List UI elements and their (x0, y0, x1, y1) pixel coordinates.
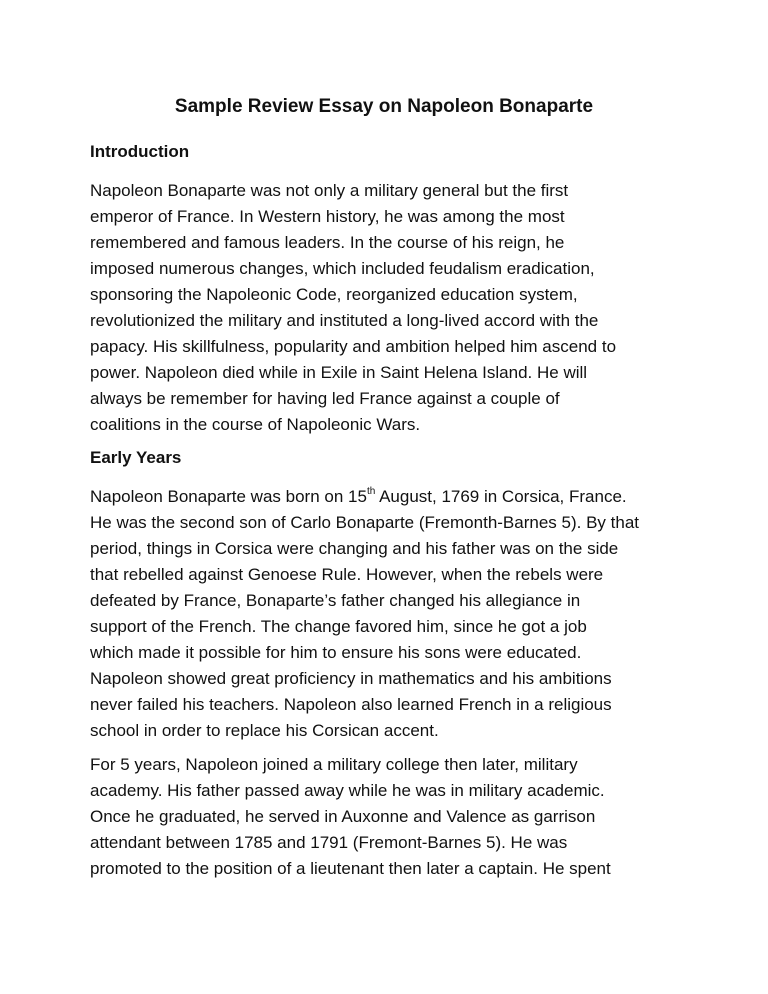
text-line: school in order to replace his Corsican accent. (90, 721, 439, 740)
text-line: remembered and famous leaders. In the course of his reign, he (90, 233, 565, 252)
text-line: never failed his teachers. Napoleon also learned French in a religious (90, 695, 612, 714)
superscript: th (366, 486, 376, 497)
text-run: Napoleon Bonaparte was born on 15 (90, 487, 367, 506)
text-line: papacy. His skillfulness, popularity and ambition helped him ascend to (90, 337, 617, 356)
text-line: which made it possible for him to ensure his sons were educated. (90, 643, 582, 662)
text-line: power. Napoleon died while in Exile in Saint Helena Island. He will (90, 363, 588, 382)
text-line: academy. His father passed away while he was in military academic. (90, 781, 605, 800)
text-line: Napoleon Bonaparte was not only a military general but the first (90, 181, 569, 200)
text-line: coalitions in the course of Napoleonic Wars. (90, 415, 421, 434)
paragraph-introduction (90, 178, 730, 438)
document-title: Sample Review Essay on Napoleon Bonaparte (174, 96, 594, 117)
text-line: support of the French. The change favored him, since he got a job (90, 617, 587, 636)
text-line: sponsoring the Napoleonic Code, reorganized education system, (90, 285, 578, 304)
paragraph-early-years-1 (90, 484, 730, 744)
text-line: For 5 years, Napoleon joined a military college then later, military (90, 755, 578, 774)
text-line: period, things in Corsica were changing and his father was on the side (90, 539, 619, 558)
heading-introduction: Introduction (90, 142, 190, 161)
text-line (90, 484, 730, 510)
heading-early-years: Early Years (90, 448, 182, 467)
text-line: Once he graduated, he served in Auxonne and Valence as garrison (90, 807, 596, 826)
text-line: imposed numerous changes, which included feudalism eradication, (90, 259, 595, 278)
text-line: revolutionized the military and instituted a long-lived accord with the (90, 311, 599, 330)
text-line: promoted to the position of a lieutenant then later a captain. He spent (90, 859, 611, 878)
text-line: attendant between 1785 and 1791 (Fremont-Barnes 5). He was (90, 833, 568, 852)
text-line: that rebelled against Genoese Rule. However, when the rebels were (90, 565, 604, 584)
text-run: August, 1769 in Corsica, France. (375, 487, 627, 506)
text-line: always be remember for having led France against a couple of (90, 389, 560, 408)
text-line: defeated by France, Bonaparte’s father changed his allegiance in (90, 591, 581, 610)
text-line: He was the second son of Carlo Bonaparte (Fremonth-Barnes 5). By that (90, 513, 639, 532)
paragraph-early-years-2 (90, 752, 730, 882)
text-line: emperor of France. In Western history, he was among the most (90, 207, 565, 226)
text-line: Napoleon showed great proficiency in mathematics and his ambitions (90, 669, 612, 688)
